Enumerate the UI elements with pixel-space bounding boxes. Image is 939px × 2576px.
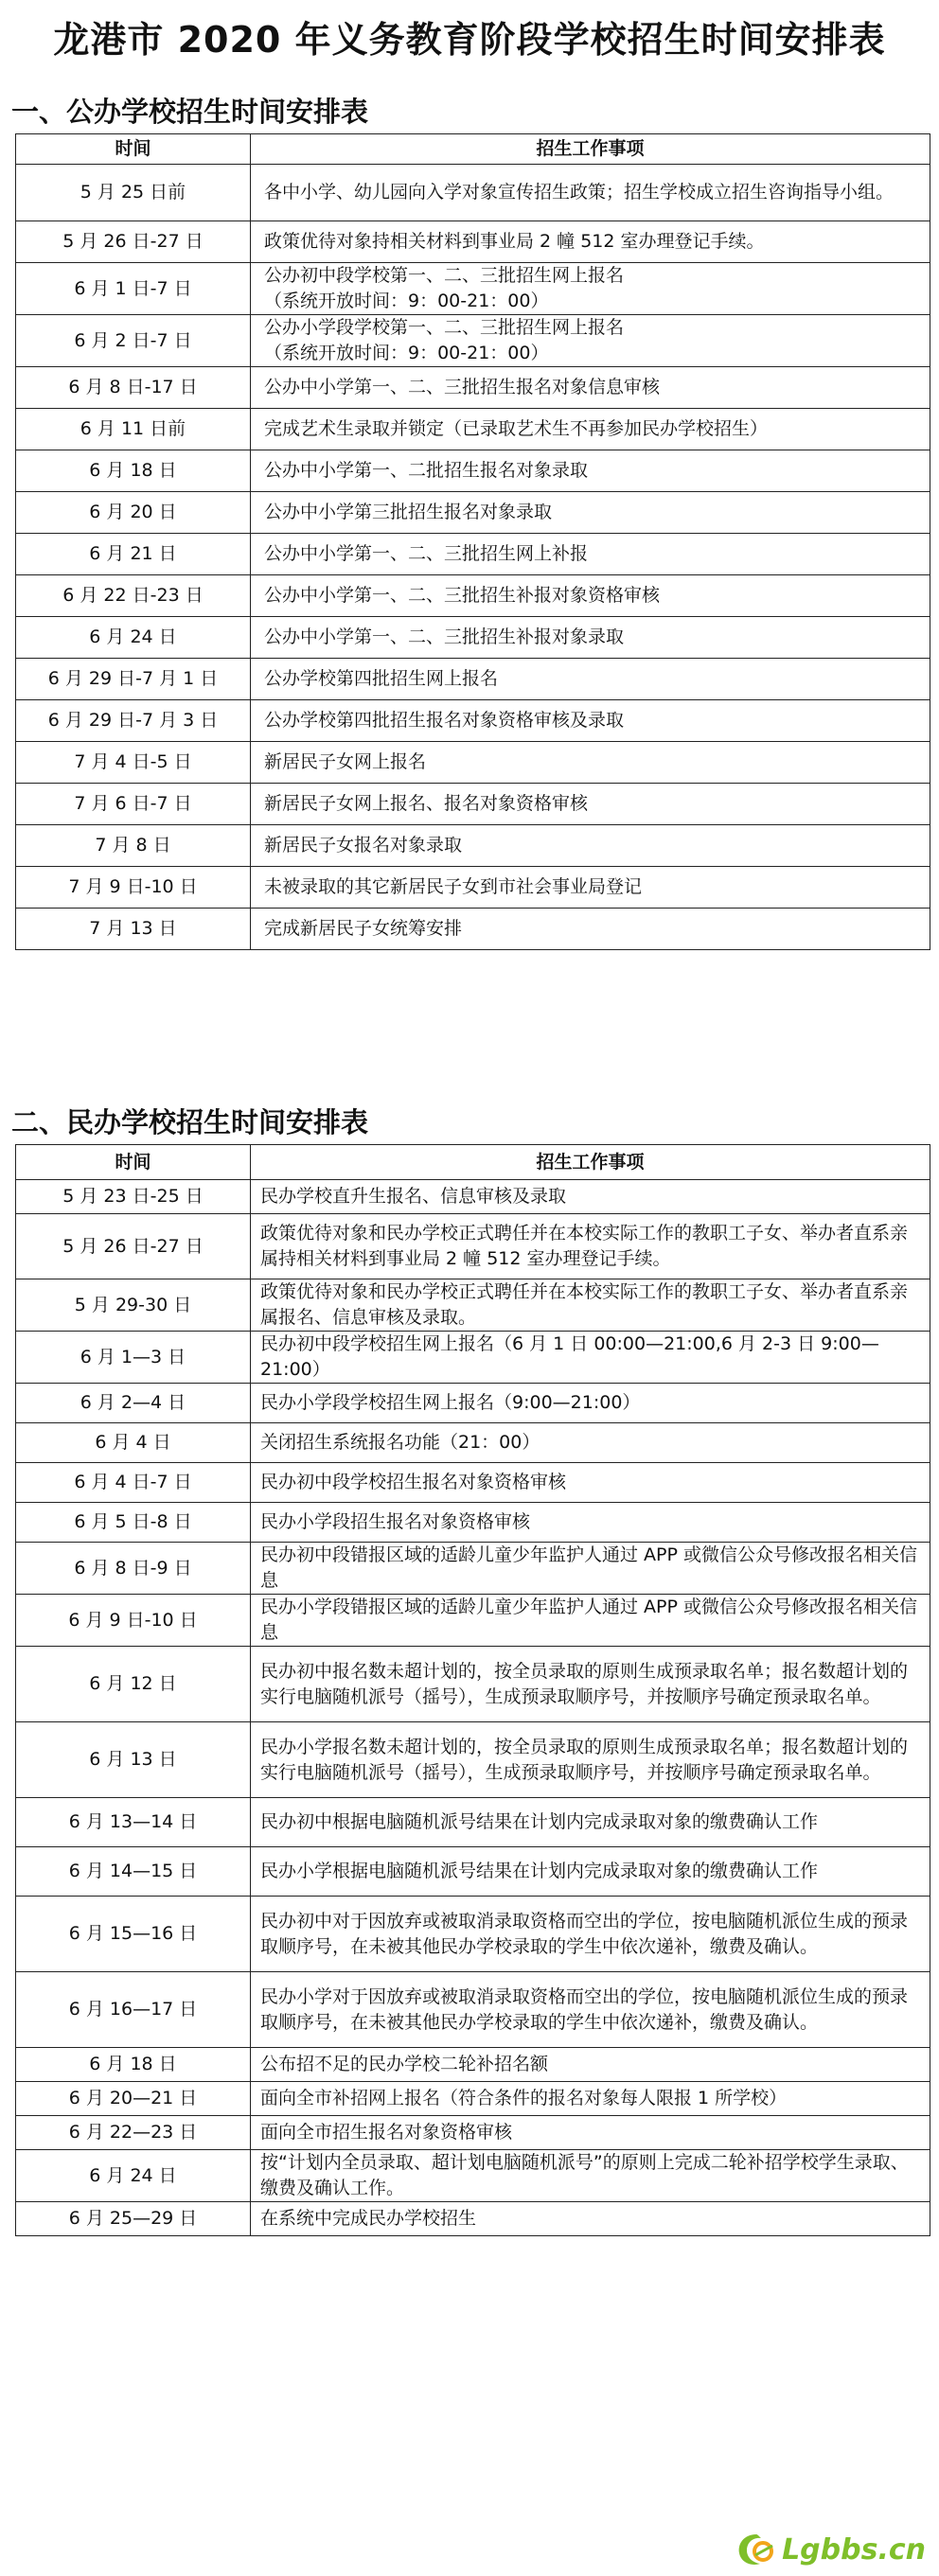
- row-time: 6 月 13 日: [16, 1722, 251, 1798]
- row-task: 民办初中段错报区域的适龄儿童少年监护人通过 APP 或微信公众号修改报名相关信息: [251, 1543, 930, 1595]
- row-time: 6 月 22—23 日: [16, 2116, 251, 2150]
- row-task: 面向全市补招网上报名（符合条件的报名对象每人限报 1 所学校）: [251, 2082, 930, 2116]
- page-title: 龙港市 2020 年义务教育阶段学校招生时间安排表: [53, 19, 886, 61]
- row-time: 7 月 13 日: [16, 909, 251, 950]
- row-task: 公办中小学第一、二批招生报名对象录取: [251, 450, 930, 492]
- row-task: 公办学校第四批招生网上报名: [251, 659, 930, 700]
- column-header-time: 时间: [16, 134, 251, 165]
- table-row: [16, 2150, 930, 2202]
- row-task: 公办中小学第三批招生报名对象录取: [251, 492, 930, 534]
- row-task: 完成新居民子女统筹安排: [251, 909, 930, 950]
- row-time: 6 月 18 日: [16, 2048, 251, 2082]
- row-task: 公办中小学第一、二、三批招生网上补报: [251, 534, 930, 575]
- row-time: 6 月 11 日前: [16, 409, 251, 450]
- row-task: 民办小学段错报区域的适龄儿童少年监护人通过 APP 或微信公众号修改报名相关信息: [251, 1595, 930, 1647]
- row-time: 6 月 21 日: [16, 534, 251, 575]
- table-row: [16, 409, 930, 450]
- table-row: [16, 1798, 930, 1847]
- column-header-task: 招生工作事项: [251, 1145, 930, 1180]
- row-time: 5 月 26 日-27 日: [16, 221, 251, 263]
- table-row: [16, 2202, 930, 2236]
- table-row: [16, 221, 930, 263]
- table-row: [16, 1972, 930, 2048]
- row-time: 6 月 2—4 日: [16, 1384, 251, 1423]
- row-task: 公办中小学第一、二、三批招生报名对象信息审核: [251, 367, 930, 409]
- row-task: 民办初中报名数未超计划的，按全员录取的原则生成预录取名单；报名数超计划的实行电脑随机派号（摇号），生成预录取顺序号，并按顺序号确定预录取名单。: [251, 1647, 930, 1722]
- table-row: [16, 1180, 930, 1214]
- row-task: 未被录取的其它新居民子女到市社会事业局登记: [251, 867, 930, 909]
- row-task: 政策优待对象持相关材料到事业局 2 幢 512 室办理登记手续。: [251, 221, 930, 263]
- row-task: 民办初中段学校招生网上报名（6 月 1 日 00:00—21:00,6 月 2-3 日 9:00—21:00）: [251, 1332, 930, 1384]
- row-task: 公办初中段学校第一、二、三批招生网上报名 （系统开放时间：9：00-21：00）: [251, 263, 930, 315]
- column-header-task: 招生工作事项: [251, 134, 930, 165]
- row-task: 政策优待对象和民办学校正式聘任并在本校实际工作的教职工子女、举办者直系亲属持相关材料到事业局 2 幢 512 室办理登记手续。: [251, 1214, 930, 1279]
- row-task: 民办小学报名数未超计划的，按全员录取的原则生成预录取名单；报名数超计划的实行电脑随机派号（摇号），生成预录取顺序号，并按顺序号确定预录取名单。: [251, 1722, 930, 1798]
- row-time: 6 月 4 日-7 日: [16, 1463, 251, 1503]
- row-task: 民办小学段学校招生网上报名（9:00—21:00）: [251, 1384, 930, 1423]
- row-time: 6 月 18 日: [16, 450, 251, 492]
- row-task: 完成艺术生录取并锁定（已录取艺术生不再参加民办学校招生）: [251, 409, 930, 450]
- row-time: 5 月 26 日-27 日: [16, 1214, 251, 1279]
- table-row: [16, 700, 930, 742]
- row-time: 7 月 6 日-7 日: [16, 784, 251, 825]
- section-title-private: 二、民办学校招生时间安排表: [11, 1106, 369, 1138]
- watermark-text: Lgbbs.cn: [782, 2532, 926, 2567]
- row-time: 6 月 29 日-7 月 1 日: [16, 659, 251, 700]
- table-row: [16, 492, 930, 534]
- row-task: 新居民子女报名对象录取: [251, 825, 930, 867]
- row-task: 民办初中根据电脑随机派号结果在计划内完成录取对象的缴费确认工作: [251, 1798, 930, 1847]
- row-time: 6 月 20—21 日: [16, 2082, 251, 2116]
- row-time: 5 月 23 日-25 日: [16, 1180, 251, 1214]
- table-row: [16, 2116, 930, 2150]
- table-row: [16, 617, 930, 659]
- table-row: [16, 1897, 930, 1972]
- table-header-row: [16, 1145, 930, 1180]
- row-time: 6 月 8 日-9 日: [16, 1543, 251, 1595]
- table-row: [16, 867, 930, 909]
- row-time: 6 月 1—3 日: [16, 1332, 251, 1384]
- section-title-public: 一、公办学校招生时间安排表: [11, 96, 369, 128]
- row-task: 各中小学、幼儿园向入学对象宣传招生政策；招生学校成立招生咨询指导小组。: [251, 165, 930, 221]
- row-time: 6 月 1 日-7 日: [16, 263, 251, 315]
- row-task: 政策优待对象和民办学校正式聘任并在本校实际工作的教职工子女、举办者直系亲属报名、信息审核及录取。: [251, 1279, 930, 1332]
- row-task: 公办学校第四批招生报名对象资格审核及录取: [251, 700, 930, 742]
- table-row: [16, 1595, 930, 1647]
- table-row: [16, 1384, 930, 1423]
- table-row: [16, 315, 930, 367]
- row-task: 公布招不足的民办学校二轮补招名额: [251, 2048, 930, 2082]
- row-time: 6 月 20 日: [16, 492, 251, 534]
- table-row: [16, 909, 930, 950]
- table-row: [16, 1279, 930, 1332]
- row-task: 按“计划内全员录取、超计划电脑随机派号”的原则上完成二轮补招学校学生录取、缴费及确认工作。: [251, 2150, 930, 2202]
- table-row: [16, 1423, 930, 1463]
- row-time: 6 月 29 日-7 月 3 日: [16, 700, 251, 742]
- row-task: 面向全市招生报名对象资格审核: [251, 2116, 930, 2150]
- table-row: [16, 1543, 930, 1595]
- table-row: [16, 1722, 930, 1798]
- row-time: 6 月 13—14 日: [16, 1798, 251, 1847]
- row-task: 在系统中完成民办学校招生: [251, 2202, 930, 2236]
- table-header-row: [16, 134, 930, 165]
- row-time: 6 月 24 日: [16, 2150, 251, 2202]
- row-time: 6 月 8 日-17 日: [16, 367, 251, 409]
- table-row: [16, 1503, 930, 1543]
- table-row: [16, 2082, 930, 2116]
- table-row: [16, 1463, 930, 1503]
- table-row: [16, 2048, 930, 2082]
- row-task: 新居民子女网上报名、报名对象资格审核: [251, 784, 930, 825]
- row-task: 民办学校直升生报名、信息审核及录取: [251, 1180, 930, 1214]
- row-time: 6 月 9 日-10 日: [16, 1595, 251, 1647]
- row-task: 公办小学段学校第一、二、三批招生网上报名 （系统开放时间：9：00-21：00）: [251, 315, 930, 367]
- row-time: 6 月 2 日-7 日: [16, 315, 251, 367]
- lgbbs-logo-icon: [735, 2531, 778, 2568]
- table-row: [16, 1332, 930, 1384]
- table-row: [16, 1847, 930, 1897]
- table-row: [16, 1214, 930, 1279]
- table-row: [16, 742, 930, 784]
- site-watermark: [735, 2531, 926, 2568]
- table-row: [16, 784, 930, 825]
- table-row: [16, 1647, 930, 1722]
- table-row: [16, 367, 930, 409]
- table-row: [16, 165, 930, 221]
- row-time: 6 月 24 日: [16, 617, 251, 659]
- row-time: 6 月 25—29 日: [16, 2202, 251, 2236]
- row-time: 6 月 5 日-8 日: [16, 1503, 251, 1543]
- private-school-schedule-table: [15, 1144, 930, 2236]
- row-task: 民办初中段学校招生报名对象资格审核: [251, 1463, 930, 1503]
- column-header-time: 时间: [16, 1145, 251, 1180]
- row-time: 6 月 4 日: [16, 1423, 251, 1463]
- table-row: [16, 263, 930, 315]
- table-row: [16, 534, 930, 575]
- row-time: 6 月 16—17 日: [16, 1972, 251, 2048]
- row-task: 关闭招生系统报名功能（21：00）: [251, 1423, 930, 1463]
- row-task: 民办小学段招生报名对象资格审核: [251, 1503, 930, 1543]
- row-task: 新居民子女网上报名: [251, 742, 930, 784]
- table-row: [16, 659, 930, 700]
- row-time: 5 月 29-30 日: [16, 1279, 251, 1332]
- table-row: [16, 450, 930, 492]
- row-task: 公办中小学第一、二、三批招生补报对象资格审核: [251, 575, 930, 617]
- row-time: 7 月 9 日-10 日: [16, 867, 251, 909]
- row-task: 民办小学对于因放弃或被取消录取资格而空出的学位，按电脑随机派位生成的预录取顺序号，在未被其他民办学校录取的学生中依次递补，缴费及确认。: [251, 1972, 930, 2048]
- row-time: 6 月 22 日-23 日: [16, 575, 251, 617]
- row-time: 7 月 8 日: [16, 825, 251, 867]
- row-time: 5 月 25 日前: [16, 165, 251, 221]
- table-row: [16, 575, 930, 617]
- public-school-schedule-table: [15, 133, 930, 950]
- row-time: 6 月 12 日: [16, 1647, 251, 1722]
- row-task: 民办小学根据电脑随机派号结果在计划内完成录取对象的缴费确认工作: [251, 1847, 930, 1897]
- table-row: [16, 825, 930, 867]
- row-task: 公办中小学第一、二、三批招生补报对象录取: [251, 617, 930, 659]
- row-time: 6 月 15—16 日: [16, 1897, 251, 1972]
- row-task: 民办初中对于因放弃或被取消录取资格而空出的学位，按电脑随机派位生成的预录取顺序号，在未被其他民办学校录取的学生中依次递补，缴费及确认。: [251, 1897, 930, 1972]
- row-time: 6 月 14—15 日: [16, 1847, 251, 1897]
- row-time: 7 月 4 日-5 日: [16, 742, 251, 784]
